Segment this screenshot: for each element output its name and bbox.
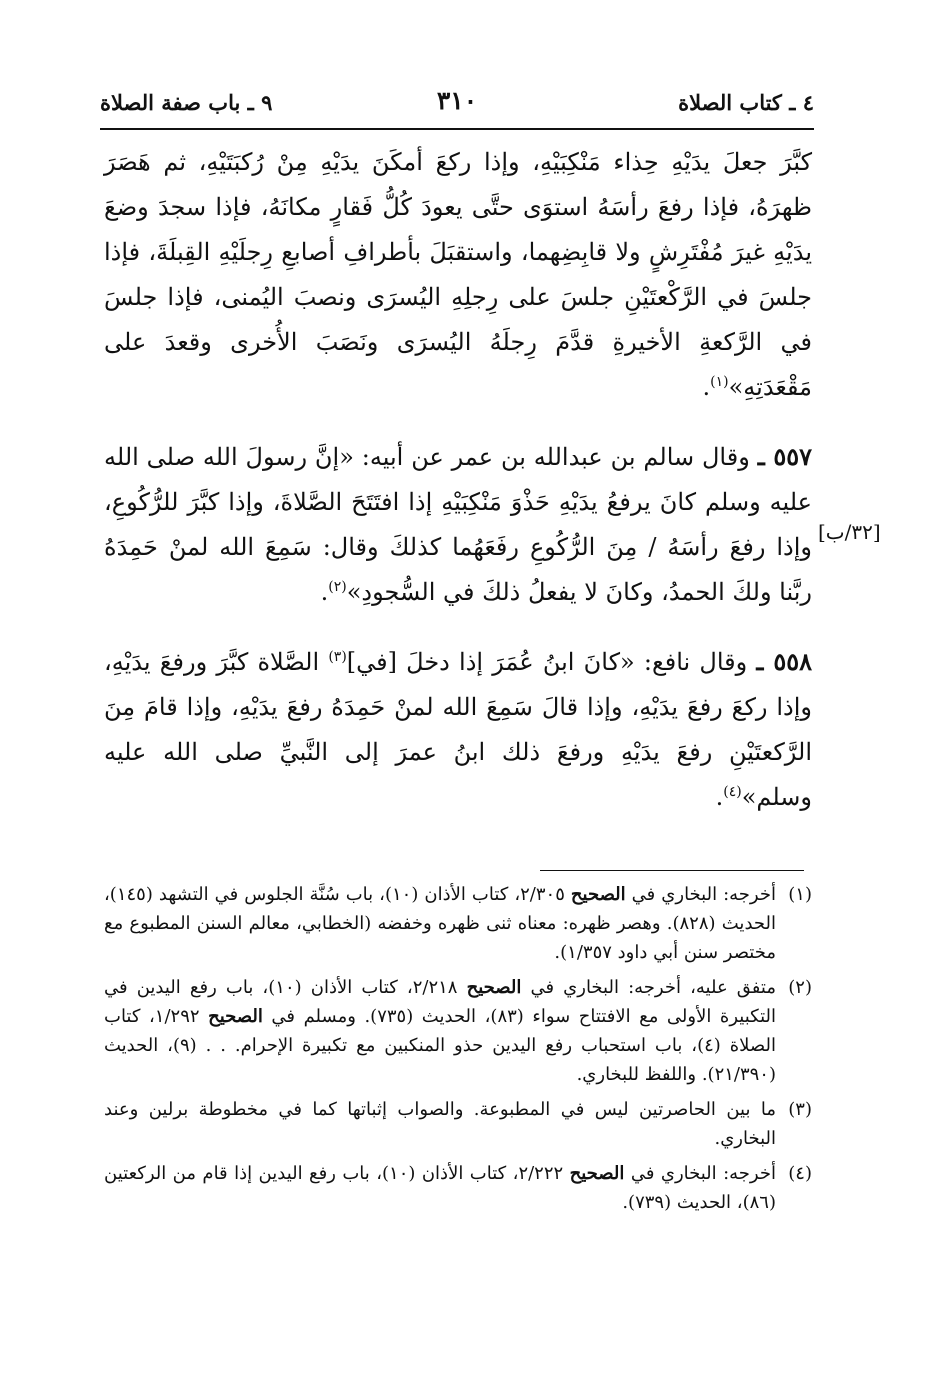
hadith-558: ٥٥٨ ـ وقال نافع: «كانَ ابنُ عُمَرَ إذا دخلَ [في]$^{(٣)}$ الصَّلاة كبَّرَ ورفعَ يدَيْهِ، وإذا ركعَ رفعَ يدَيْهِ، وإذا قالَ سَمِعَ الله لمنْ حَمِدَهُ رفعَ يدَيْهِ، وإذا قامَ مِنَ الرَّكعتَيْنِ رفعَ يدَيْهِ ورفعَ ذلك ابنُ عمرَ إلى النَّبيِّ صلى الله عليه وسلم»$^{(٤)}$.: [104, 647, 812, 811]
footnote-separator: [540, 870, 804, 871]
header-chapter-title: ٩ ـ باب صفة الصلاة: [100, 90, 273, 115]
footnote-2-mark: (٢): [788, 977, 812, 998]
footnotes: [104, 880, 812, 1223]
running-header: [100, 86, 814, 126]
main-text: [104, 140, 812, 820]
hadith-558-text-b: الصَّلاة كبَّرَ ورفعَ يدَيْهِ، وإذا ركعَ رفعَ يدَيْهِ، وإذا قالَ سَمِعَ الله لمنْ حَمِدَهُ رفعَ يدَيْهِ، وإذا قامَ مِنَ الرَّكعتَيْنِ رفعَ يدَيْهِ ورفعَ ذلك ابنُ عمرَ إلى النَّبيِّ صلى الله عليه وسلم»: [104, 648, 812, 811]
footnote-ref-2[interactable]: (٢): [328, 579, 347, 595]
header-rule: [100, 128, 814, 130]
footnote-1: (١) أخرجه: البخاري في الصحيح ٢/٣٠٥، كتاب الأذان (١٠)، باب سُنَّة الجلوس في التشهد (١٤٥)، الحديث (٨٢٨). وهصر ظهره: معناه ثنى ظهره وخفضه (الخطابي، معالم السنن المطبوع مع مختصر سنن أبي داود ١/٣٥٧).: [104, 880, 812, 967]
footnote-3-mark: (٣): [788, 1099, 812, 1120]
footnote-1-mark: (١): [788, 884, 812, 905]
hadith-558-text-a: وقال نافع: «كانَ ابنُ عُمَرَ إذا دخلَ [في]: [346, 648, 748, 676]
header-book-title: ٤ ـ كتاب الصلاة: [678, 90, 814, 115]
hadith-557: ٥٥٧ ـ وقال سالم بن عبدالله بن عمر عن أبيه: «إنَّ رسولَ الله صلى الله عليه وسلم كانَ يرفعُ يدَيْهِ حَذْوَ مَنْكِبَيْهِ إذا افتَتَحَ الصَّلاةَ، وإذا كبَّرَ للرُّكُوعِ، وإذا رفعَ رأسَهُ / مِنَ الرُّكُوعِ رفَعَهُما كذلكَ وقال: سَمِعَ الله لمنْ حَمِدَهُ ربَّنا ولكَ الحمدُ، وكانَ لا يفعلُ ذلكَ في السُّجودِ»$^{(٢)}$.: [104, 442, 812, 606]
footnote-2: (٢) متفق عليه، أخرجه: البخاري في الصحيح ٢/٢١٨، كتاب الأذان (١٠)، باب رفع اليدين في التكبيرة الأولى مع الافتتاح سواء (٨٣)، الحديث (٧٣٥). ومسلم في الصحيح ١/٢٩٢، كتاب الصلاة (٤)، باب استحباب رفع اليدين حذو المنكبين مع تكبيرة الإحرام. . . (٩)، الحديث (٢١/٣٩٠). واللفظ للبخاري.: [104, 973, 812, 1089]
hadith-number-557: ٥٥٧ ـ: [757, 442, 812, 471]
footnote-ref-1[interactable]: (١): [710, 374, 729, 390]
manuscript-folio-marker: [٣٢/ب]: [818, 520, 881, 544]
page-number: ٣١٠: [436, 86, 478, 115]
continuation-paragraph: كبَّرَ جعلَ يدَيْهِ حِذاء مَنْكِبَيْهِ، وإذا ركعَ أمكَنَ يدَيْهِ مِنْ رُكبَتَيْهِ، ثم هَصَرَ ظهرَهُ، فإذا رفعَ رأسَهُ استوَى حتَّى يعودَ كُلُّ فَقارٍ مكانَهُ، فإذا سجدَ وضعَ يدَيْهِ غيرَ مُفْتَرِشٍ ولا قابِضِهما، واستقبَلَ بأطرافِ أصابعِ رِجلَيْهِ القِبلَةَ، فإذا جلسَ في الرَّكْعتَيْنِ جلسَ على رِجلِهِ اليُسرَى ونصبَ اليُمنى، فإذا جلسَ في الرَّكعةِ الأخيرةِ قدَّمَ رِجلَهُ اليُسرَى ونَصَبَ الأُخرى وقعدَ على مَقْعَدَتِهِ»$^{(١)}$.: [104, 148, 812, 401]
footnote-4: (٤) أخرجه: البخاري في الصحيح ٢/٢٢٢، كتاب الأذان (١٠)، باب رفع اليدين إذا قام من الركعتين (٨٦)، الحديث (٧٣٩).: [104, 1159, 812, 1217]
footnote-3: (٣) ما بين الحاصرتين ليس في المطبوعة. والصواب إثباتها كما في مخطوطة برلين وعند البخاري.: [104, 1095, 812, 1153]
footnote-ref-3[interactable]: (٣): [328, 649, 347, 665]
footnote-4-mark: (٤): [788, 1163, 812, 1184]
hadith-557-text: وقال سالم بن عبدالله بن عمر عن أبيه: «إنَّ رسولَ الله صلى الله عليه وسلم كانَ يرفعُ يدَيْهِ حَذْوَ مَنْكِبَيْهِ إذا افتَتَحَ الصَّلاةَ، وإذا كبَّرَ للرُّكُوعِ، وإذا رفعَ رأسَهُ / مِنَ الرُّكُوعِ رفَعَهُما كذلكَ وقال: سَمِعَ الله لمنْ حَمِدَهُ ربَّنا ولكَ الحمدُ، وكانَ لا يفعلُ ذلكَ في السُّجودِ»: [104, 443, 812, 606]
footnote-ref-4[interactable]: (٤): [723, 784, 742, 800]
hadith-number-558: ٥٥٨ ـ: [756, 647, 812, 676]
